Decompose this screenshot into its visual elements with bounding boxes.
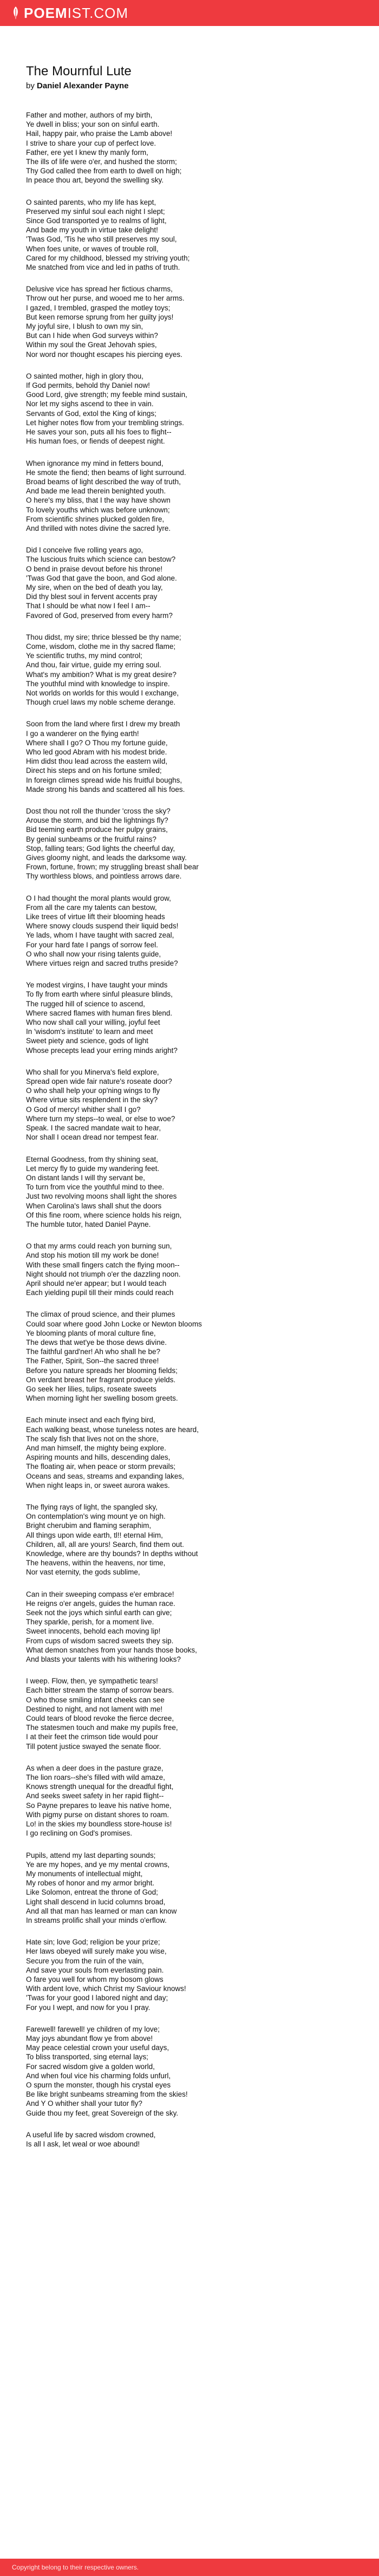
poem-line: Hate sin; love God; religion be your prize; <box>26 1938 160 1947</box>
poem-line: And seeks sweet safety in her rapid flight-- <box>26 1792 164 1800</box>
poem-line: Ye scientific truths, my mind control; <box>26 652 142 660</box>
poem-line: Eternal Goodness, from thy shining seat, <box>26 1155 158 1163</box>
poem-line: Within my soul the Great Jehovah spies, <box>26 341 157 349</box>
site-logo[interactable] <box>12 5 128 21</box>
poem-line: Like Solomon, entreat the throne of God; <box>26 1888 158 1897</box>
poem-line: They sparkle, perish, for a moment live. <box>26 1618 154 1627</box>
poem-line: Destined to night, and not lament with me! <box>26 1705 163 1713</box>
poem-stanza <box>26 1851 351 1926</box>
poem-line: Knowledge, where are thy bounds? In depths without <box>26 1550 198 1558</box>
poem-line: Nor vast eternity, the gods sublime, <box>26 1568 140 1577</box>
poem-line: Each bitter stream the stamp of sorrow bears. <box>26 1686 174 1695</box>
poem-line: The humble tutor, hated Daniel Payne. <box>26 1220 151 1228</box>
poem-stanza <box>26 1676 351 1751</box>
poem-line: The floating air, when peace or storm prevails; <box>26 1462 176 1471</box>
poem-line: Thy God called thee from earth to dwell on high; <box>26 167 182 175</box>
poem-line: May peace celestial crown your useful days, <box>26 2044 169 2052</box>
poem-line: Frown, fortune, frown; my struggling breast shall bear <box>26 863 199 871</box>
poem-line: May joys abundant flow ye from above! <box>26 2034 153 2042</box>
poem-line: Each walking beast, whose tuneless notes are heard, <box>26 1425 199 1434</box>
poem-body <box>26 110 351 2149</box>
poem-line: I go reclining on God's promises. <box>26 1829 133 1838</box>
poem-line: When morning light her swelling bosom greets. <box>26 1394 178 1403</box>
poem-line: O sainted parents, who my life has kept, <box>26 198 156 206</box>
poem-line: Night should not triumph o'er the dazzling noon. <box>26 1270 181 1278</box>
poem-title: The Mournful Lute <box>26 64 132 79</box>
poem-stanza <box>26 1937 351 2012</box>
poem-line: Where shall I go? O Thou my fortune guide, <box>26 738 168 747</box>
poem-line: And thrilled with notes divine the sacred lyre. <box>26 524 171 532</box>
poem-line: The rugged hill of science to ascend, <box>26 999 145 1008</box>
poem-line: Who shall for you Minerva's field explore, <box>26 1068 159 1076</box>
poem-line: For you I wept, and now for you I pray. <box>26 2003 151 2012</box>
poem-line: O who shall now your rising talents guide, <box>26 949 161 958</box>
poem-line: Pupils, attend my last departing sounds; <box>26 1851 156 1859</box>
poem-line: Go seek her lilies, tulips, roseate sweets <box>26 1384 156 1393</box>
poem-line: O who those smiling infant cheeks can see <box>26 1695 165 1704</box>
poem-line: With pigmy purse on distant shores to roam. <box>26 1810 169 1819</box>
poem-line: Her laws obeyed will surely make you wise, <box>26 1947 167 1956</box>
byline-prefix: by <box>26 81 35 90</box>
poem-line: In streams prolific shall your minds o'erflow. <box>26 1916 167 1924</box>
poem-line: O here's my bliss, that I the way have shown <box>26 496 171 505</box>
poem-line: Favored of God, preserved from every harm? <box>26 611 173 620</box>
poem-line: Ye dwell in bliss; your son on sinful earth. <box>26 120 160 129</box>
poem-line: If God permits, behold thy Daniel now! <box>26 381 150 390</box>
poem-line: I weep. Flow, then, ye sympathetic tears! <box>26 1677 158 1686</box>
poem-line: Dost thou not roll the thunder 'cross the sky? <box>26 807 171 815</box>
poem-stanza <box>26 2130 351 2149</box>
poem-line: Guide thou my feet, great Sovereign of the sky. <box>26 2109 179 2117</box>
poem-line: What demon snatches from your hands those books, <box>26 1645 197 1654</box>
poem-line: Stop, falling tears; God lights the cheerful day, <box>26 844 175 853</box>
poem-line: Each minute insect and each flying bird, <box>26 1416 155 1424</box>
poem-line: Father and mother, authors of my birth, <box>26 111 153 119</box>
poem-line: Sweet innocents, behold each moving lip! <box>26 1627 161 1636</box>
poem-line: Nor shall I ocean dread nor tempest fear. <box>26 1133 159 1142</box>
poem-line: And all that man has learned or man can know <box>26 1907 177 1915</box>
poem-stanza <box>26 110 351 185</box>
poem-line: Where sacred flames with human fires blend. <box>26 1009 173 1017</box>
poem-line: On verdant breast her fragrant produce yields. <box>26 1375 176 1384</box>
quill-pen-icon <box>12 6 19 20</box>
poem-line: Bid teeming earth produce her pulpy grains, <box>26 825 168 834</box>
site-header <box>0 0 379 26</box>
poem-line: Who led good Abram with his modest bride. <box>26 747 167 756</box>
poem-line: Secure you from the ruin of the vain, <box>26 1956 144 1965</box>
poem-line: To fly from earth where sinful pleasure blinds, <box>26 990 173 999</box>
poem-line: And blasts your talents with his withering looks? <box>26 1655 181 1664</box>
poem-line: And thou, fair virtue, guide my erring soul. <box>26 661 161 669</box>
poem-line: Gives gloomy night, and leads the darksome way. <box>26 854 187 862</box>
poem-line: He reigns o'er angels, guides the human race. <box>26 1599 175 1608</box>
poem-line: Though cruel laws my noble scheme derange. <box>26 698 176 707</box>
poem-line: Father, ere yet I knew thy manly form, <box>26 148 148 157</box>
poem-line: The dews that wet'ye be those dews divine. <box>26 1338 167 1346</box>
poem-line: O I had thought the moral plants would grow, <box>26 894 171 902</box>
poem-line: The luscious fruits which science can bestow? <box>26 555 176 564</box>
poem-line: On contemplation's wing mount ye on high. <box>26 1512 166 1521</box>
poem-stanza <box>26 545 351 620</box>
poem-line: 'Twas for your good I labored night and day; <box>26 1994 168 2002</box>
poem-line: Cared for my childhood, blessed my striving youth; <box>26 253 190 262</box>
poem-line: Ye are my hopes, and ye my mental crowns, <box>26 1860 170 1869</box>
poem-line: Me snatched from vice and led in paths of truth. <box>26 263 180 272</box>
site-footer <box>0 2559 379 2576</box>
poem-line: When Carolina's laws shall shut the doors <box>26 1201 162 1210</box>
poem-line: Preserved my sinful soul each night I slept; <box>26 207 165 216</box>
logo-brand: POEM <box>24 5 68 21</box>
poem-line: The faithful gard'ner! Ah who shall he be? <box>26 1348 160 1356</box>
poem-line: The youthful mind with knowledge to inspire. <box>26 679 170 688</box>
poem-line: Nor word nor thought escapes his piercing eyes. <box>26 350 182 359</box>
poem-line: Could tears of blood revoke the fierce decree, <box>26 1714 174 1723</box>
poem-line: For sacred wisdom give a golden world, <box>26 2062 155 2071</box>
poem-line: I at their feet the crimson tide would pour <box>26 1733 158 1741</box>
poem-stanza <box>26 372 351 446</box>
poem-line: By genial sunbeams or the fruitful rains? <box>26 835 156 843</box>
poem-line: Seek not the joys which sinful earth can give; <box>26 1609 172 1617</box>
poem-line: Thy worthless blows, and pointless arrows dare. <box>26 872 182 881</box>
poem-content <box>26 64 351 2161</box>
poem-line: Delusive vice has spread her fictious charms, <box>26 285 173 294</box>
poem-line: That I should be what now I feel I am-- <box>26 602 151 610</box>
poem-line: The Father, Spirit, Son--the sacred three! <box>26 1357 159 1365</box>
poem-line: Before you nature spreads her blooming fields; <box>26 1366 178 1375</box>
poem-stanza <box>26 1590 351 1664</box>
poem-stanza <box>26 198 351 272</box>
poem-line: When ignorance my mind in fetters bound, <box>26 459 164 467</box>
poem-line: Ye modest virgins, I have taught your minds <box>26 981 168 990</box>
poem-line: Did I conceive five rolling years ago, <box>26 546 143 555</box>
poem-line: Good Lord, give strength; my feeble mind sustain, <box>26 391 187 399</box>
poem-line: Broad beams of light described the way of truth, <box>26 477 181 486</box>
poem-line: Soon from the land where first I drew my breath <box>26 720 180 728</box>
poem-line: Just two revolving moons shall light the shores <box>26 1192 177 1201</box>
poem-line: From all the care my talents can bestow, <box>26 903 157 912</box>
poem-line: When night leaps in, or sweet aurora wakes. <box>26 1481 170 1489</box>
poem-stanza <box>26 719 351 794</box>
poem-line: As when a deer does in the pasture graze, <box>26 1764 164 1772</box>
poem-line: Ye lads, whom I have taught with sacred zeal, <box>26 931 174 940</box>
poem-stanza <box>26 1155 351 1230</box>
poem-stanza <box>26 806 351 881</box>
poem-line: Could soar where good John Locke or Newton blooms <box>26 1319 202 1328</box>
poem-line: O that my arms could reach yon burning sun, <box>26 1242 172 1251</box>
poem-line: With these small fingers catch the flying moon-- <box>26 1260 180 1269</box>
poem-line: Not worlds on worlds for this would I exchange, <box>26 688 179 697</box>
poem-line: With ardent love, which Christ my Saviour knows! <box>26 1985 186 1993</box>
poem-line: He smote the fiend; then beams of light surround. <box>26 468 186 477</box>
poem-line: Children, all, all are yours! Search, find them out. <box>26 1540 184 1549</box>
poem-line: Be like bright sunbeams streaming from the skies! <box>26 2090 188 2099</box>
poem-line: Oceans and seas, streams and expanding lakes, <box>26 1472 184 1480</box>
poem-line: My joyful sire, I blush to own my sin, <box>26 322 143 331</box>
poem-line: I strive to share your cup of perfect love. <box>26 139 156 147</box>
poem-line: 'Twas God that gave the boon, and God alone. <box>26 574 177 582</box>
poem-stanza <box>26 2025 351 2118</box>
poem-line: Where virtue sits resplendent in the sky? <box>26 1096 158 1104</box>
footer-copyright: Copyright belong to their respective owners. <box>12 2564 139 2571</box>
poem-stanza <box>26 1502 351 1577</box>
poem-line: I gazed, I trembled, grasped the motley toys; <box>26 303 171 312</box>
poem-line: Bright cherubim and flaming seraphim, <box>26 1521 152 1530</box>
poem-line: So Payne prepares to leave his native home, <box>26 1801 172 1810</box>
poem-line: And bade me lead therein benighted youth. <box>26 487 166 496</box>
poem-line: Where virtues reign and sacred truths preside? <box>26 959 178 968</box>
poem-stanza <box>26 1310 351 1403</box>
poem-line: In peace thou art, beyond the swelling sky. <box>26 176 164 185</box>
poem-line: O fare you well for whom my bosom glows <box>26 1975 164 1983</box>
poem-line: Where turn my steps--to weal, or else to woe? <box>26 1114 175 1123</box>
poem-line: O spurn the monster, though his crystal eyes <box>26 2080 171 2089</box>
poem-line: And when foul vice his charming folds unfurl, <box>26 2071 171 2080</box>
poem-line: But keen remorse sprung from her guilty joys! <box>26 313 174 321</box>
poem-stanza <box>26 1068 351 1142</box>
poem-line: Each yielding pupil till their minds could reach <box>26 1289 174 1297</box>
poem-line: Since God transported ye to realms of light, <box>26 217 167 225</box>
poem-line: Light shall descend in lucid columns broad, <box>26 1897 166 1906</box>
poem-line: April should ne'er appear; but I would teach <box>26 1279 167 1287</box>
poem-line: Farewell! farewell! ye children of my love; <box>26 2025 160 2033</box>
poem-line: Thou didst, my sire; thrice blessed be thy name; <box>26 633 181 641</box>
poem-line: His human foes, or fiends of deepest night. <box>26 437 165 446</box>
poem-line: O sainted mother, high in glory thou, <box>26 372 143 380</box>
poem-line: Nor let my sighs ascend to thee in vain. <box>26 400 154 408</box>
poem-line: Sweet piety and science, gods of light <box>26 1037 148 1045</box>
poem-line: Arouse the storm, and bid the lightnings fly? <box>26 816 168 825</box>
poem-line: O bend in praise devout before his throne! <box>26 564 163 573</box>
poem-line: Lo! in the skies my boundless store-house is! <box>26 1820 172 1829</box>
poem-line: The heavens, within the heavens, nor time, <box>26 1559 166 1567</box>
poem-line: Did thy blest soul in fervent accents pray <box>26 593 158 601</box>
poem-line: My robes of honor and my armor bright. <box>26 1879 155 1888</box>
poem-line: Let mercy fly to guide my wandering feet. <box>26 1164 160 1173</box>
poem-line: When foes unite, or waves of trouble roll, <box>26 244 159 253</box>
poem-line: Is all I ask, let weal or woe abound! <box>26 2139 140 2148</box>
poem-line: For your hard fate I pangs of sorrow feel. <box>26 940 158 949</box>
poem-line: And man himself, the mighty being explore. <box>26 1443 166 1452</box>
poem-line: And save your souls from everlasting pain. <box>26 1966 164 1974</box>
poem-line: Throw out her purse, and wooed me to her arms. <box>26 294 185 303</box>
poem-line: All things upon wide earth, tl!! eternal Him, <box>26 1531 163 1539</box>
poem-line: Come, wisdom, clothe me in thy sacred flame; <box>26 642 176 650</box>
poem-line: From scientific shrines plucked golden fire, <box>26 515 165 523</box>
poem-stanza <box>26 894 351 968</box>
poem-line: Spread open wide fair nature's roseate door? <box>26 1077 172 1086</box>
poem-line: Made strong his bands and scattered all his foes. <box>26 785 185 793</box>
poem-line: The climax of proud science, and their plumes <box>26 1310 175 1319</box>
poem-line: My monuments of intellectual might, <box>26 1869 143 1878</box>
poem-line: Hail, happy pair, who praise the Lamb above! <box>26 129 173 138</box>
poem-line: Whose precepts lead your erring minds aright? <box>26 1046 178 1055</box>
poem-line: The ills of life were o'er, and hushed the storm; <box>26 158 177 166</box>
poem-line: Like trees of virtue lift their blooming heads <box>26 913 165 921</box>
poem-line: The scaly fish that lives not on the shore, <box>26 1434 159 1443</box>
poem-stanza <box>26 1764 351 1838</box>
poem-line: To bliss transported, sing eternal lays; <box>26 2053 148 2061</box>
poem-line: Let higher notes flow from your trembling strings. <box>26 418 184 427</box>
poem-line: Of this fine room, where science holds his reign, <box>26 1211 182 1219</box>
poem-line: To lovely youths which was before unknown; <box>26 505 170 514</box>
poem-line: Till potent justice swayed the senate floor. <box>26 1742 161 1751</box>
poem-line: Can in their sweeping compass e'er embrace! <box>26 1590 174 1598</box>
poem-line: A useful life by sacred wisdom crowned, <box>26 2130 156 2139</box>
poem-stanza <box>26 1415 351 1490</box>
logo-suffix: IST.COM <box>67 5 129 21</box>
poem-stanza <box>26 633 351 707</box>
poem-line: On distant lands I will thy servant be, <box>26 1173 145 1182</box>
poem-line: But can I hide when God surveys within? <box>26 331 158 340</box>
poem-line: He saves your son, puts all his foes to flight-- <box>26 428 172 437</box>
site-logo-text <box>24 5 128 21</box>
poem-line: Speak. I the sacred mandate wait to hear, <box>26 1124 161 1133</box>
poem-line: Aspiring mounts and hills, descending dales, <box>26 1453 171 1462</box>
poem-byline <box>26 81 351 91</box>
poem-line: The statesmen touch and make my pupils free, <box>26 1723 178 1732</box>
poem-line: Where snowy clouds suspend their liquid beds! <box>26 922 179 931</box>
poem-line: I go a wanderer on the flying earth! <box>26 729 139 738</box>
poem-stanza <box>26 459 351 534</box>
poem-stanza <box>26 1241 351 1297</box>
poem-line: Direct his steps and on his fortune smiled; <box>26 766 162 775</box>
poem-stanza <box>26 980 351 1055</box>
poem-line: 'Twas God, 'Tis he who still preserves my soul, <box>26 235 177 244</box>
poem-line: Servants of God, extol the King of kings; <box>26 409 156 418</box>
poem-line: In foreign climes spread wide his fruitful boughs, <box>26 776 182 784</box>
poem-line: My sire, when on the bed of death you lay, <box>26 583 163 591</box>
poem-line: Who now shall call your willing, joyful feet <box>26 1018 160 1027</box>
poem-line: Him didst thou lead across the eastern wild, <box>26 757 168 766</box>
poem-line: What's my ambition? What is my great desire? <box>26 670 177 679</box>
poem-line: And bade my youth in virtue take delight! <box>26 226 158 235</box>
poem-line: And stop his motion till my work be done! <box>26 1251 159 1260</box>
poem-line: To turn from vice the youthful mind to thee. <box>26 1183 165 1192</box>
poem-line: Knows strength unequal for the dreadful fight, <box>26 1783 174 1791</box>
poem-stanza <box>26 284 351 359</box>
poem-line: The lion roars--she's filled with wild amaze, <box>26 1773 165 1782</box>
poem-line: In 'wisdom's institute' to learn and meet <box>26 1027 153 1036</box>
poem-line: O God of mercy! whither shall I go? <box>26 1105 141 1114</box>
poem-line: Ye blooming plants of moral culture fine, <box>26 1329 156 1337</box>
poem-line: O who shall help your op'ning wings to fly <box>26 1087 160 1095</box>
poem-author-link[interactable]: Daniel Alexander Payne <box>37 81 129 90</box>
poem-line: And Y O whither shall your tutor fly? <box>26 2099 142 2108</box>
poem-line: The flying rays of light, the spangled sky, <box>26 1503 158 1511</box>
poem-line: From cups of wisdom sacred sweets they sip. <box>26 1636 174 1645</box>
